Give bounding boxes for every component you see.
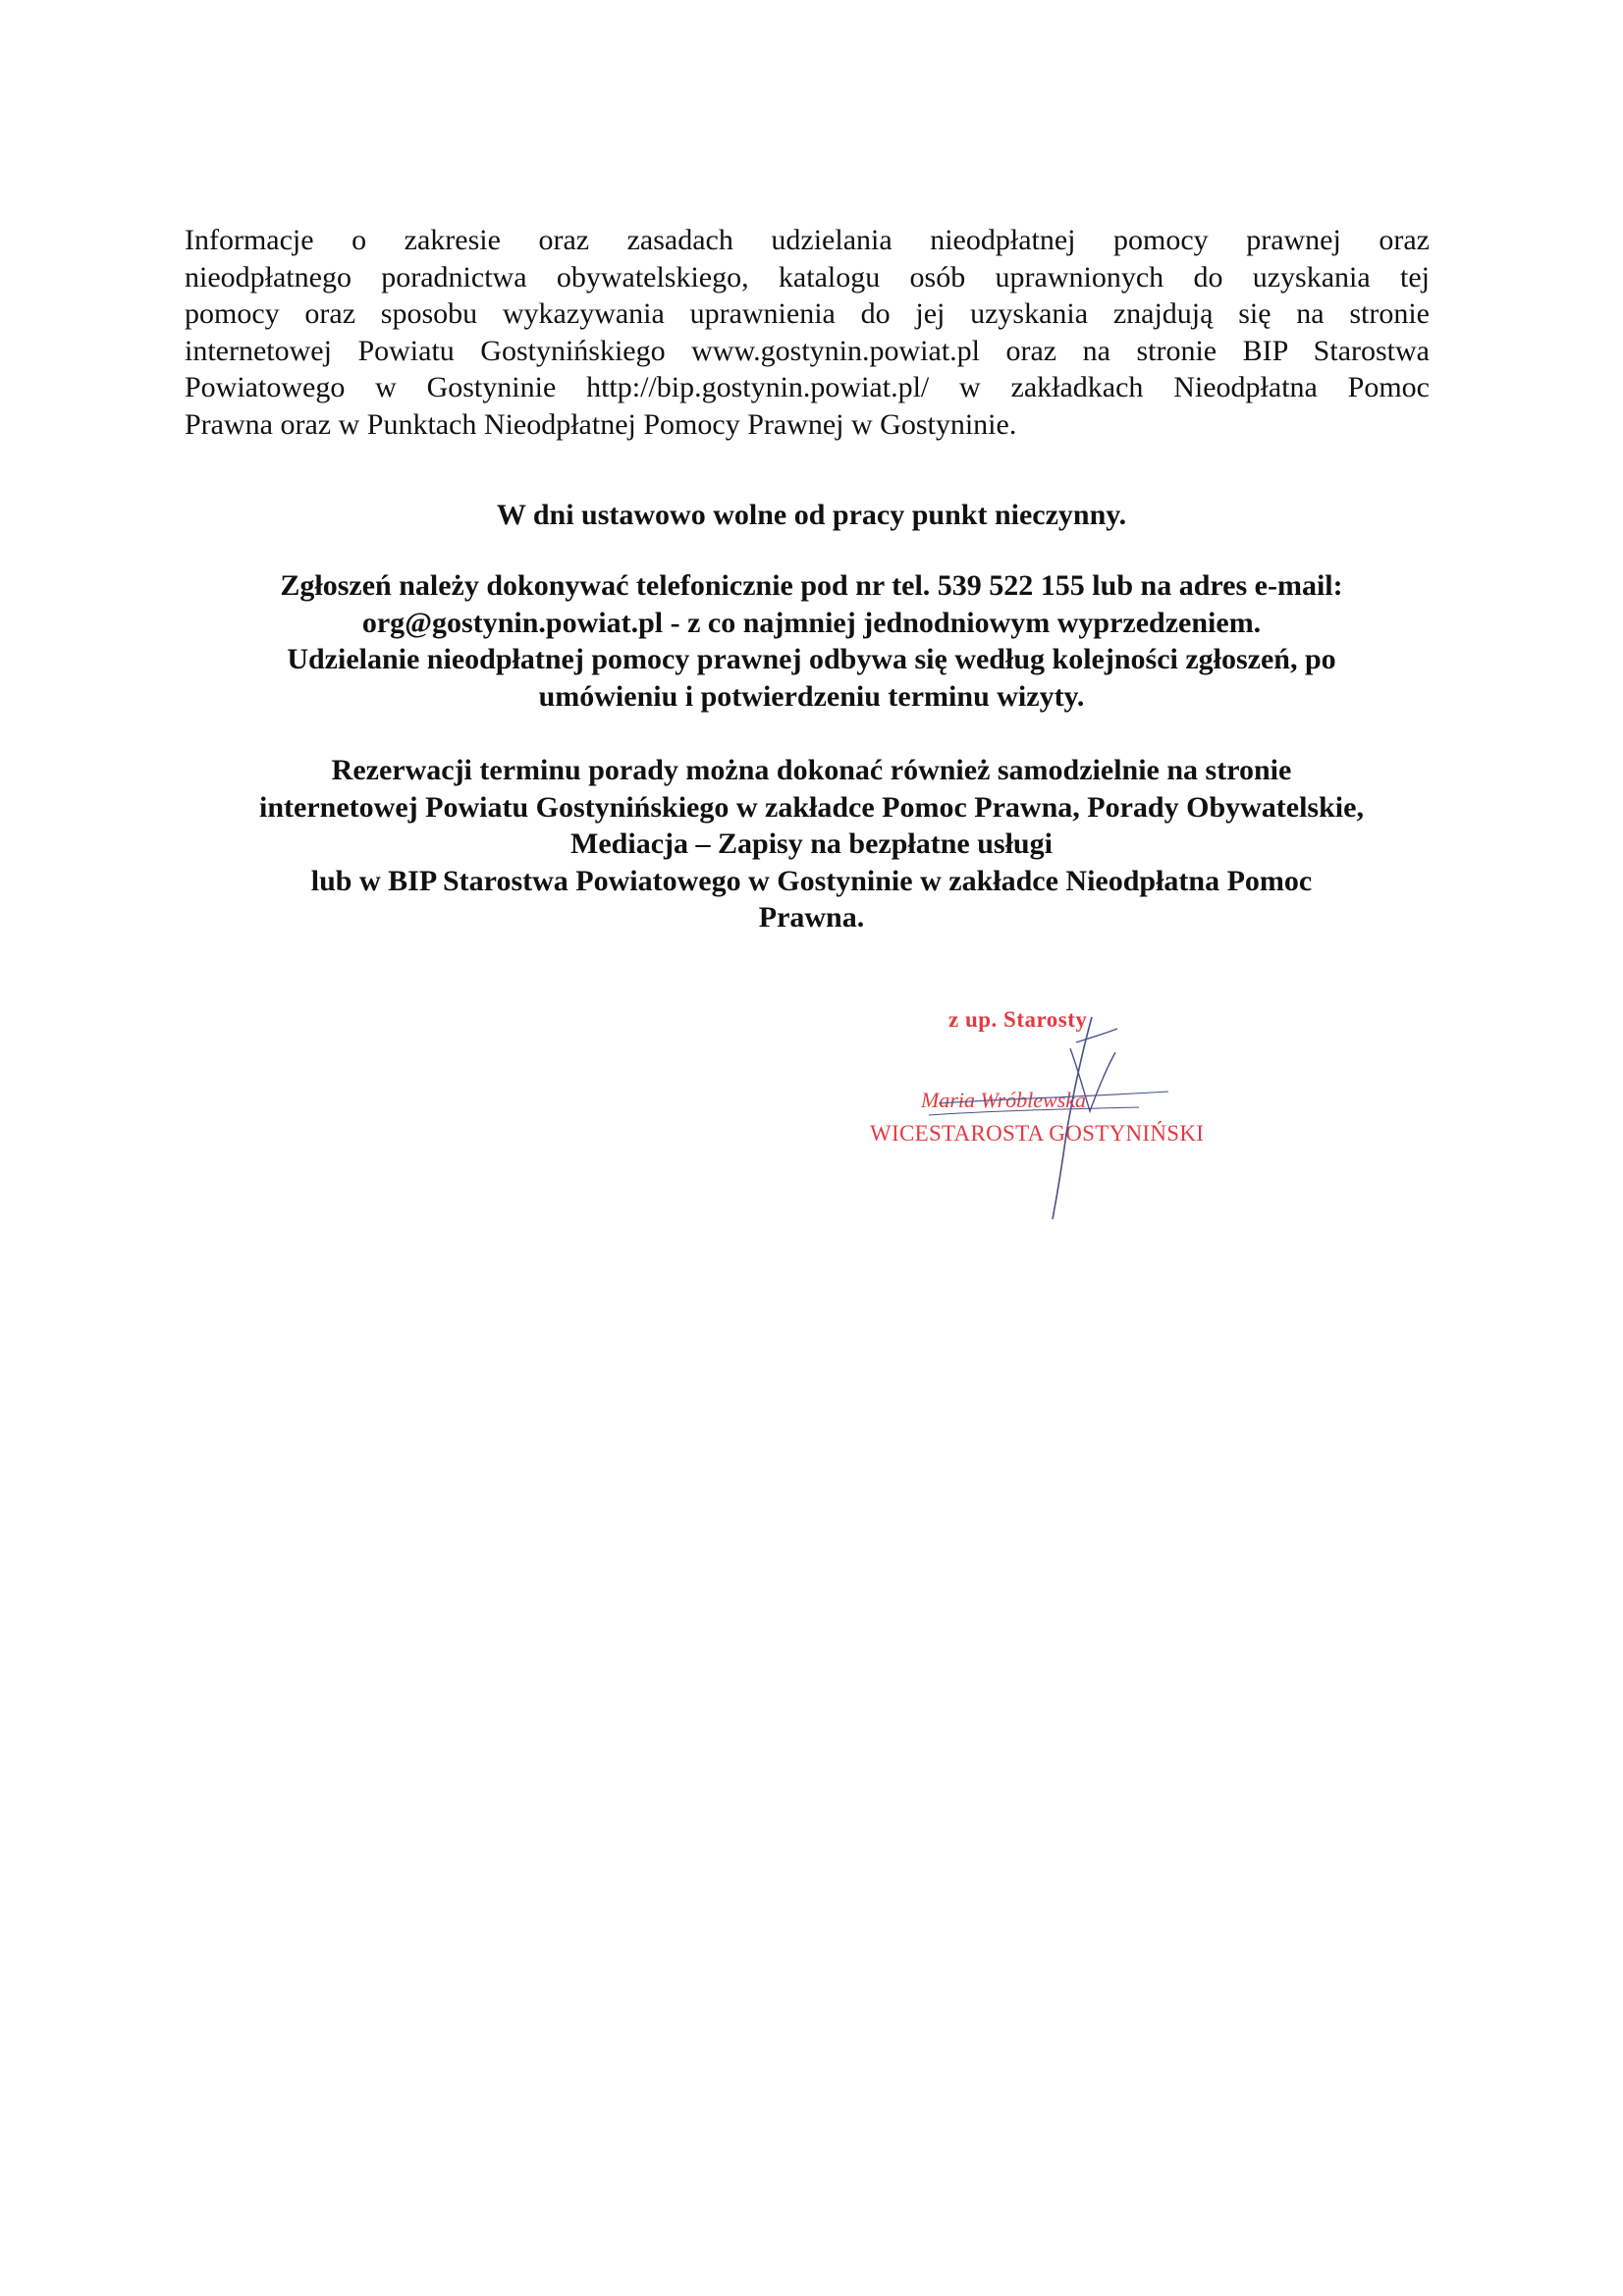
contact-notice-line: Zgłoszeń należy dokonywać telefonicznie pod nr tel. 539 522 155 lub na adres e-mail:: [280, 569, 1343, 602]
holiday-notice: [157, 497, 1466, 534]
contact-notice-line: org@gostynin.powiat.pl - z co najmniej jednodniowym wyprzedzeniem.: [361, 606, 1262, 639]
stamp-title: WICESTAROSTA GOSTYNIŃSKI: [870, 1121, 1205, 1146]
intro-line: Prawna oraz w Punktach Nieodpłatnej Pomocy Prawnej w Gostyninie.: [185, 407, 1017, 441]
contact-notice: [157, 567, 1466, 715]
booking-notice-line: internetowej Powiatu Gostynińskiego w zakładce Pomoc Prawna, Porady Obywatelskie,: [259, 790, 1364, 824]
contact-notice-line: Udzielanie nieodpłatnej pomocy prawnej odbywa się według kolejności zgłoszeń, po: [287, 643, 1336, 675]
intro-line: Informacje o zakresie oraz zasadach udzielania nieodpłatnej pomocy prawnej oraz: [185, 224, 1430, 256]
booking-notice-line: lub w BIP Starostwa Powiatowego w Gostyninie w zakładce Nieodpłatna Pomoc: [310, 864, 1313, 897]
contact-notice-line: umówieniu i potwierdzeniu terminu wizyty.: [538, 679, 1085, 713]
intro-line: nieodpłatnego poradnictwa obywatelskiego, katalogu osób uprawnionych do uzyskania tej: [185, 260, 1430, 294]
booking-notice-line: Rezerwacji terminu porady można dokonać również samodzielnie na stronie: [331, 754, 1292, 786]
intro-line: pomocy oraz sposobu wykazywania uprawnienia do jej uzyskania znajdują się na stronie: [185, 297, 1430, 330]
intro-line: Powiatowego w Gostyninie http://bip.gostynin.powiat.pl/ w zakładkach Nieodpłatna Pomoc: [185, 371, 1430, 403]
booking-notice: [157, 752, 1466, 936]
official-stamp-signature: [844, 1001, 1257, 1227]
stamp-authority: z up. Starosty: [948, 1007, 1088, 1032]
holiday-notice-text: W dni ustawowo wolne od pracy punkt nieczynny.: [496, 499, 1127, 531]
handwritten-signature-icon: [844, 1001, 1257, 1227]
booking-notice-line: Prawna.: [758, 901, 865, 934]
booking-notice-line: Mediacja – Zapisy na bezpłatne usługi: [570, 828, 1053, 860]
stamp-name: Maria Wróblewska: [921, 1088, 1087, 1112]
intro-paragraph: [185, 222, 1430, 443]
intro-line: internetowej Powiatu Gostynińskiego www.gostynin.powiat.pl oraz na stronie BIP Starostwa: [185, 334, 1430, 367]
